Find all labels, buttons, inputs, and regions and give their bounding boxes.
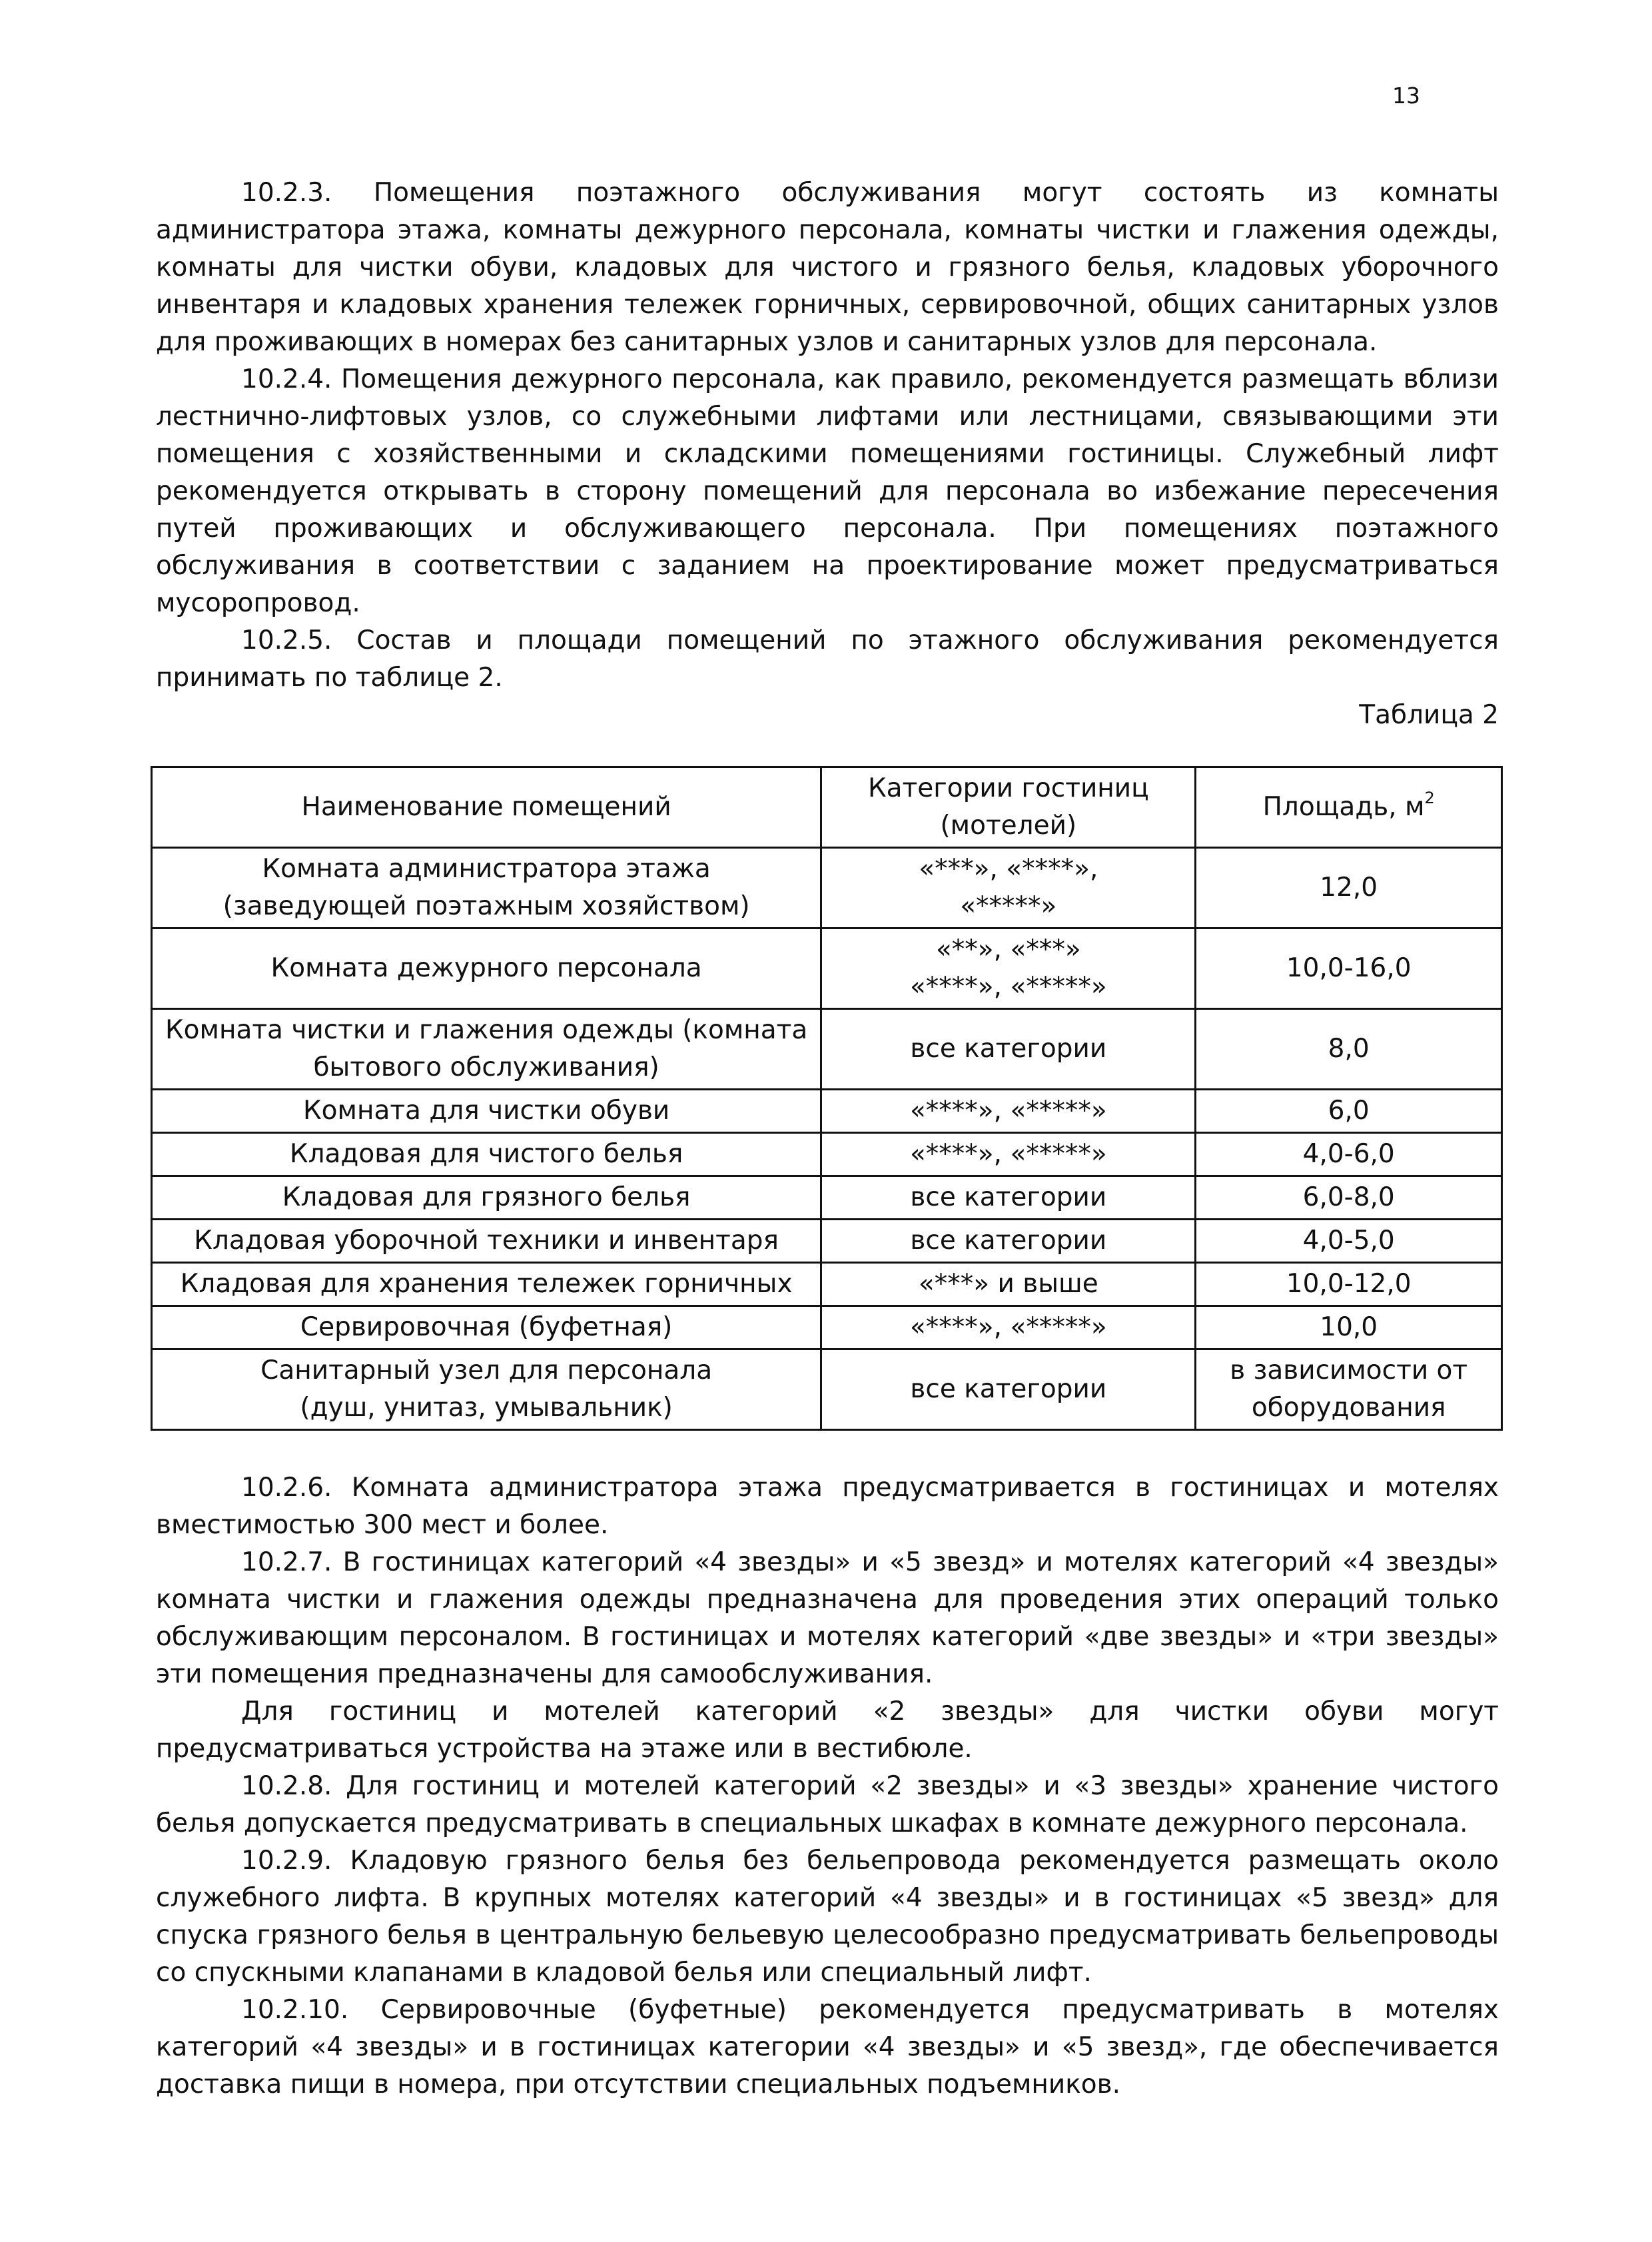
table-caption: Таблица 2	[1359, 700, 1499, 730]
table-header-row	[152, 767, 1502, 848]
cell-room-name: Кладовая для грязного белья	[152, 1176, 821, 1220]
cell-area: 10,0-16,0	[1196, 929, 1502, 1009]
table-row	[152, 1176, 1502, 1220]
cell-category: «****», «*****»	[821, 1306, 1196, 1349]
page-number: 13	[1392, 83, 1420, 109]
table-row	[152, 1349, 1502, 1430]
table-row	[152, 1009, 1502, 1090]
cell-area: 4,0-5,0	[1196, 1220, 1502, 1263]
document-body	[156, 175, 1499, 2103]
paragraph-10-2-3: 10.2.3. Помещения поэтажного обслуживания могут состоять из комнаты администратора этажа, комнаты дежурного персонала, комнаты чистки и глажения одежды, комнаты для чистки обуви, кладовых для чистого и грязного белья, кладовых уборочного инвентаря и кладовых хранения тележек горничных, сервировочной, общих санитарных узлов для проживающих в номерах без санитарных узлов и санитарных узлов для персонала.	[156, 178, 1499, 357]
cell-room-name: Кладовая для хранения тележек горничных	[152, 1263, 821, 1306]
cell-category: «****», «*****»	[821, 1133, 1196, 1176]
cell-room-name: Сервировочная (буфетная)	[152, 1306, 821, 1349]
paragraph-10-2-9: 10.2.9. Кладовую грязного белья без бельепровода рекомендуется размещать около служебного лифта. В крупных мотелях категорий «4 звезды» и в гостиницах «5 звезд» для спуска грязного белья в центральную бельевую целесообразно предусматривать бельепроводы со спускными клапанами в кладовой белья или специальный лифт.	[156, 1846, 1499, 1988]
cell-room-name: Комната для чистки обуви	[152, 1090, 821, 1133]
cell-category: «***», «****», «*****»	[821, 848, 1196, 929]
cell-category: все категории	[821, 1176, 1196, 1220]
header-room-name: Наименование помещений	[152, 767, 821, 848]
paragraph-10-2-8: 10.2.8. Для гостиниц и мотелей категорий «2 звезды» и «3 звезды» хранение чистого белья допускается предусматривать в специальных шкафах в комнате дежурного персонала.	[156, 1771, 1499, 1838]
cell-category: все категории	[821, 1349, 1196, 1430]
paragraph-10-2-4: 10.2.4. Помещения дежурного персонала, как правило, рекомендуется размещать вблизи лестнично-лифтовых узлов, со служебными лифтами или лестницами, связывающими эти помещения с хозяйственными и складскими помещениями гостиницы. Служебный лифт рекомендуется открывать в сторону помещений для персонала во избежание пересечения путей проживающих и обслуживающего персонала. При помещениях поэтажного обслуживания в соответствии с заданием на проектирование может предусматриваться мусоропровод.	[156, 364, 1499, 618]
cell-area: 10,0	[1196, 1306, 1502, 1349]
cell-category: все категории	[821, 1009, 1196, 1090]
cell-area: 8,0	[1196, 1009, 1502, 1090]
cell-area: 6,0-8,0	[1196, 1176, 1502, 1220]
paragraph-10-2-6: 10.2.6. Комната администратора этажа предусматривается в гостиницах и мотелях вместимостью 300 мест и более.	[156, 1473, 1499, 1540]
rooms-table	[151, 766, 1503, 1431]
table-row	[152, 1306, 1502, 1349]
cell-area: 12,0	[1196, 848, 1502, 929]
cell-area: в зависимости от оборудования	[1196, 1349, 1502, 1430]
table-row	[152, 929, 1502, 1009]
cell-area: 4,0-6,0	[1196, 1133, 1502, 1176]
cell-room-name: Комната дежурного персонала	[152, 929, 821, 1009]
cell-room-name: Кладовая уборочной техники и инвентаря	[152, 1220, 821, 1263]
cell-area: 6,0	[1196, 1090, 1502, 1133]
header-area: Площадь, $м^2$	[1196, 767, 1502, 848]
cell-room-name: Комната чистки и глажения одежды (комната бытового обслуживания)	[152, 1009, 821, 1090]
paragraph-10-2-7: 10.2.7. В гостиницах категорий «4 звезды» и «5 звезд» и мотелях категорий «4 звезды» комната чистки и глажения одежды предназначена для проведения этих операций только обслуживающим персоналом. В гостиницах и мотелях категорий «две звезды» и «три звезды» эти помещения предназначены для самообслуживания.	[156, 1547, 1499, 1689]
table-row	[152, 1263, 1502, 1306]
cell-category: все категории	[821, 1220, 1196, 1263]
paragraph-10-2-10: 10.2.10. Сервировочные (буфетные) рекомендуется предусматривать в мотелях категорий «4 звезды» и в гостиницах категории «4 звезды» и «5 звезд», где обеспечивается доставка пищи в номера, при отсутствии специальных подъемников.	[156, 1995, 1499, 2099]
cell-room-name: Комната администратора этажа (заведующей поэтажным хозяйством)	[152, 848, 821, 929]
table-row	[152, 1220, 1502, 1263]
cell-room-name: Санитарный узел для персонала (душ, унитаз, умывальник)	[152, 1349, 821, 1430]
table-row	[152, 1133, 1502, 1176]
cell-category: «**», «***» «****», «*****»	[821, 929, 1196, 1009]
cell-area: 10,0-12,0	[1196, 1263, 1502, 1306]
cell-category: «***» и выше	[821, 1263, 1196, 1306]
cell-room-name: Кладовая для чистого белья	[152, 1133, 821, 1176]
header-category: Категории гостиниц (мотелей)	[821, 767, 1196, 848]
table-row	[152, 848, 1502, 929]
paragraph-10-2-5: 10.2.5. Состав и площади помещений по этажного обслуживания рекомендуется принимать по таблице 2.	[156, 625, 1499, 693]
table-row	[152, 1090, 1502, 1133]
paragraph-10-2-7-continued: Для гостиниц и мотелей категорий «2 звезды» для чистки обуви могут предусматриваться устройства на этаже или в вестибюле.	[156, 1696, 1499, 1764]
cell-category: «****», «*****»	[821, 1090, 1196, 1133]
